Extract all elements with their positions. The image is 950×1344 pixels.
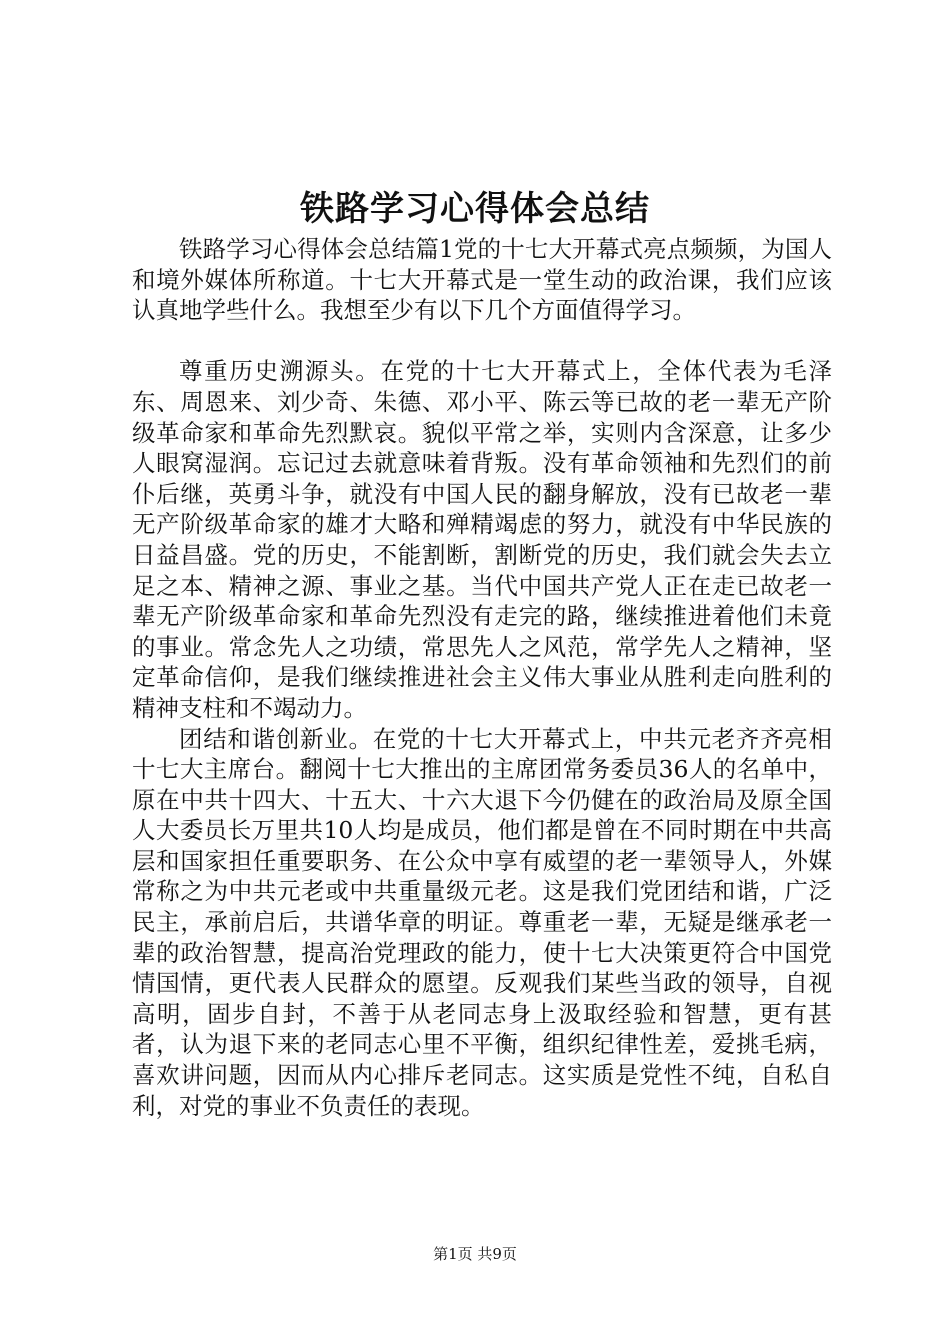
page-number-footer: 第1页 共9页 xyxy=(433,1245,517,1263)
paragraph-history: 尊重历史溯源头。在党的十七大开幕式上，全体代表为毛泽东、周恩来、刘少奇、朱德、邓小平、陈云等已故的老一辈无产阶级革命家和革命先烈默哀。貌似平常之举，实则内含深意，让多少人眼窝湿润。忘记过去就意味着背叛。没有革命领袖和先烈们的前仆后继，英勇斗争，就没有中国人民的翻身解放，没有已故老一辈无产阶级革命家的雄才大略和殚精竭虑的努力，就没有中华民族的日益昌盛。党的历史，不能割断，割断党的历史，我们就会失去立足之本、精神之源、事业之基。当代中国共产党人正在走已故老一辈无产阶级革命家和革命先烈没有走完的路，继续推进着他们未竟的事业。常念先人之功绩，常思先人之风范，常学先人之精神，坚定革命信仰，是我们继续推进社会主义伟大事业从胜利走向胜利的精神支柱和不竭动力。 xyxy=(132,357,832,722)
paragraph-intro: 铁路学习心得体会总结篇1党的十七大开幕式亮点频频，为国人和境外媒体所称道。十七大开幕式是一堂生动的政治课，我们应该认真地学些什么。我想至少有以下几个方面值得学习。 xyxy=(132,235,832,325)
document-title: 铁路学习心得体会总结 xyxy=(300,189,650,229)
document-body xyxy=(132,234,832,1121)
paragraph-unity: 团结和谐创新业。在党的十七大开幕式上，中共元老齐齐亮相十七大主席台。翻阅十七大推出的主席团常务委员36人的名单中，原在中共十四大、十五大、十六大退下今仍健在的政治局及原全国人大委员长万里共10人均是成员，他们都是曾在不同时期在中共高层和国家担任重要职务、在公众中享有威望的老一辈领导人，外媒常称之为中共元老或中共重量级元老。这是我们党团结和谐，广泛民主，承前启后，共谱华章的明证。尊重老一辈，无疑是继承老一辈的政治智慧，提高治党理政的能力，使十七大决策更符合中国党情国情，更代表人民群众的愿望。反观我们某些当政的领导，自视高明，固步自封，不善于从老同志身上汲取经验和智慧，更有甚者，认为退下来的老同志心里不平衡，组织纪律性差，爱挑毛病，喜欢讲问题，因而从内心排斥老同志。这实质是党性不纯，自私自利，对党的事业不负责任的表现。 xyxy=(132,724,832,1120)
